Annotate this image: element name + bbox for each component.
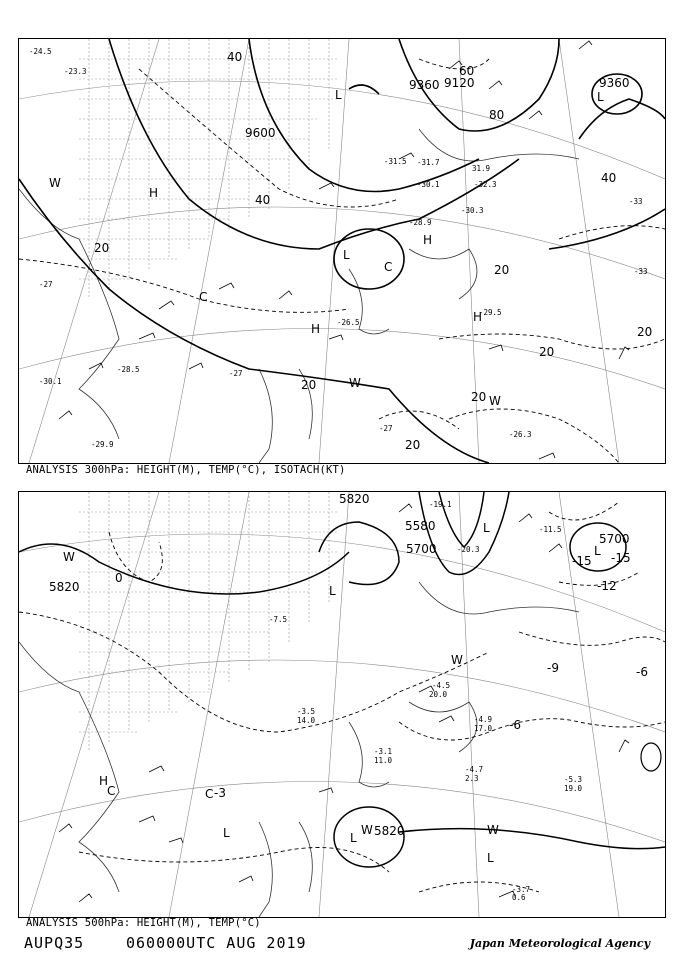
graticule [19,39,665,463]
low-center: L [597,90,604,104]
temp-label: -11.5 [539,525,562,534]
land-grid-hatch [79,39,339,299]
low-center: L [329,584,336,598]
height-label: 5580 [405,519,436,533]
agency-credit: Japan Meteorological Agency [469,937,650,950]
temp-contour-label: 0 [115,571,123,585]
isotach-label: 40 [227,50,243,64]
temperature-dashed [19,502,665,892]
cold-center: C [205,787,214,801]
temp-contour-label: -15 [572,554,592,568]
temp-label: -33 [629,197,643,206]
cold-center: C [199,290,208,304]
low-center: L [343,248,350,262]
map-panel-300hpa [18,38,666,464]
temp-label: -29.5 [479,308,502,317]
temp-label: -7.5 [269,615,288,624]
temp-label: -27 [39,280,53,289]
warm-center: W [451,653,463,667]
low-center: L [487,851,494,865]
height-label: 9600 [245,126,276,140]
high-center: H [99,774,109,788]
temp-label: -4.5 [432,681,451,690]
isotach-label: 20 [301,378,317,392]
warm-center: W [63,550,75,564]
height-label: 9360 [409,78,440,92]
temp-label: -32.3 [474,180,497,189]
caption-500hpa: ANALYSIS 500hPa: HEIGHT(M), TEMP(°C) [26,917,261,929]
high-center: H [473,310,483,324]
temp-label: 20.0 [429,690,448,699]
temp-contour-label: -15 [611,551,631,565]
warm-center: W [487,823,499,837]
isotach-label: 80 [489,108,505,122]
cold-center: C [107,784,116,798]
isotach-label: 20 [494,263,510,277]
temp-label: -4.7 [465,765,484,774]
isotach-label: 20 [405,438,421,452]
temp-label: 11.0 [374,756,393,765]
temp-label: -24.5 [29,47,52,56]
warm-center: W [361,823,373,837]
warm-center: W [49,176,61,190]
temp-label: -33 [634,267,648,276]
low-center: L [335,88,342,102]
temp-contour-label: -6 [509,718,521,732]
temp-label: -31.7 [417,158,440,167]
chart-code: AUPQ35 [24,934,85,952]
temp-label: -4.9 [474,715,493,724]
temp-label: -5.3 [564,775,583,784]
temp-label: -30.1 [39,377,62,386]
warm-center: W [489,394,501,408]
closed-contour [641,743,661,771]
isotach-label: 20 [637,325,653,339]
low-center: L [223,826,230,840]
map-300hpa-canvas [19,39,665,463]
map-panel-500hpa [18,491,666,918]
height-label: 5820 [339,492,370,506]
isotach-label: 20 [471,390,487,404]
height-label: 9360 [599,76,630,90]
height-label: 5700 [406,542,437,556]
height-label: 9120 [444,76,475,90]
temp-label: -28.5 [117,365,140,374]
temp-label: -27 [229,369,243,378]
temp-label: -28.9 [409,218,432,227]
temp-contour-label: -6 [636,665,648,679]
temp-label: -26.3 [509,430,532,439]
height-contours [19,492,665,867]
temp-label: -3.7 [512,885,531,894]
temp-label: -30.3 [461,206,484,215]
high-center: H [149,186,159,200]
isotach-label: 20 [94,241,110,255]
temp-contour-label: -3 [214,786,226,800]
temp-label: -3.5 [297,707,316,716]
warm-center: W [349,376,361,390]
temp-label: 17.0 [474,724,493,733]
isotach-label: 40 [601,171,617,185]
temp-label: -26.5 [337,318,360,327]
height-label: 5820 [374,824,405,838]
low-center: L [483,521,490,535]
temp-label: 19.0 [564,784,583,793]
temp-label: 2.3 [465,774,479,783]
caption-300hpa: ANALYSIS 300hPa: HEIGHT(M), TEMP(°C), ISOTACH(KT) [26,464,346,476]
isotach-label: 20 [539,345,555,359]
temp-label: 0.6 [512,893,526,902]
temp-label: 31.9 [472,164,491,173]
height-label: 5820 [49,580,80,594]
low-center: L [350,831,357,845]
graticule [19,492,665,917]
high-center: H [423,233,433,247]
isotach-label: 60 [459,64,475,78]
temp-contour-label: -9 [547,661,559,675]
temp-label: -31.5 [384,157,407,166]
map-500hpa-canvas [19,492,665,917]
temp-label: -3.1 [374,747,393,756]
temp-label: -29.9 [91,440,114,449]
temp-label: -23.3 [64,67,87,76]
height-label: 5700 [599,532,630,546]
isotach-label: 40 [255,193,271,207]
temp-label: -30.1 [417,180,440,189]
temp-label: -19.1 [429,500,452,509]
temp-label: 14.0 [297,716,316,725]
temp-contour-label: -12 [597,579,617,593]
cold-center: C [384,260,393,274]
low-center: L [594,544,601,558]
temp-label: -20.3 [457,545,480,554]
footer [24,934,656,954]
valid-time: 060000UTC AUG 2019 [126,934,307,952]
temp-label: -27 [379,424,393,433]
high-center: H [311,322,321,336]
isotach-dashed [19,59,665,463]
